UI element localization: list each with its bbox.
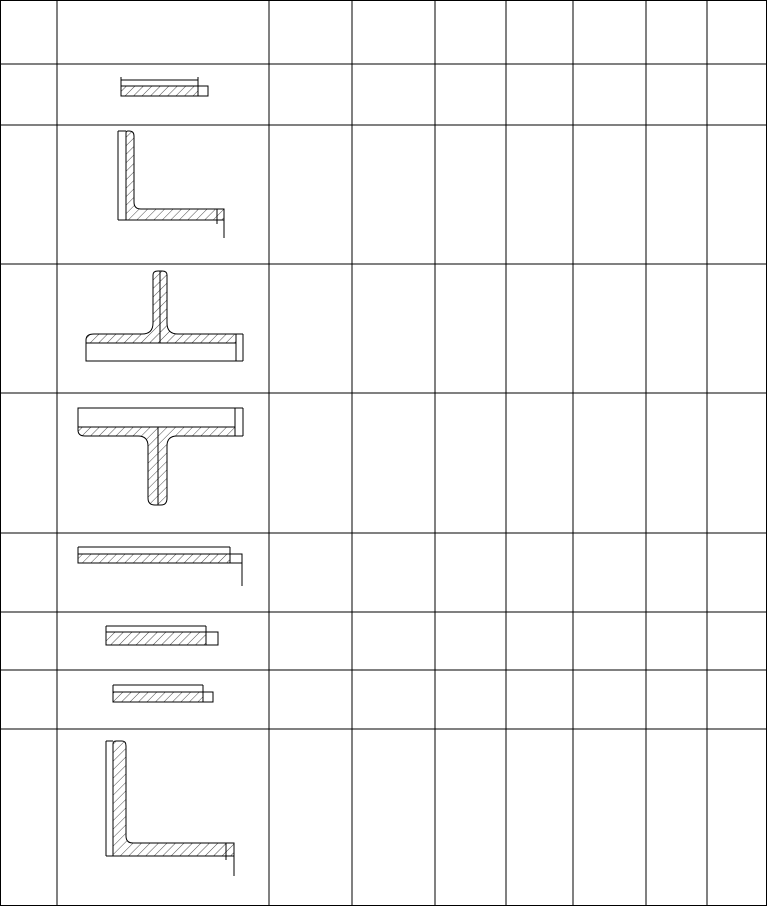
angle-profile-1 xyxy=(118,131,224,238)
flat-bar-profile-4 xyxy=(113,685,213,702)
tee-inverted-profile xyxy=(86,271,243,361)
flat-bar-profile-2 xyxy=(78,547,242,586)
flat-bar-profile-1 xyxy=(121,77,208,96)
flat-bar-profile-3 xyxy=(106,626,218,645)
angle-profile-2 xyxy=(106,741,234,876)
tee-profile xyxy=(78,408,243,505)
